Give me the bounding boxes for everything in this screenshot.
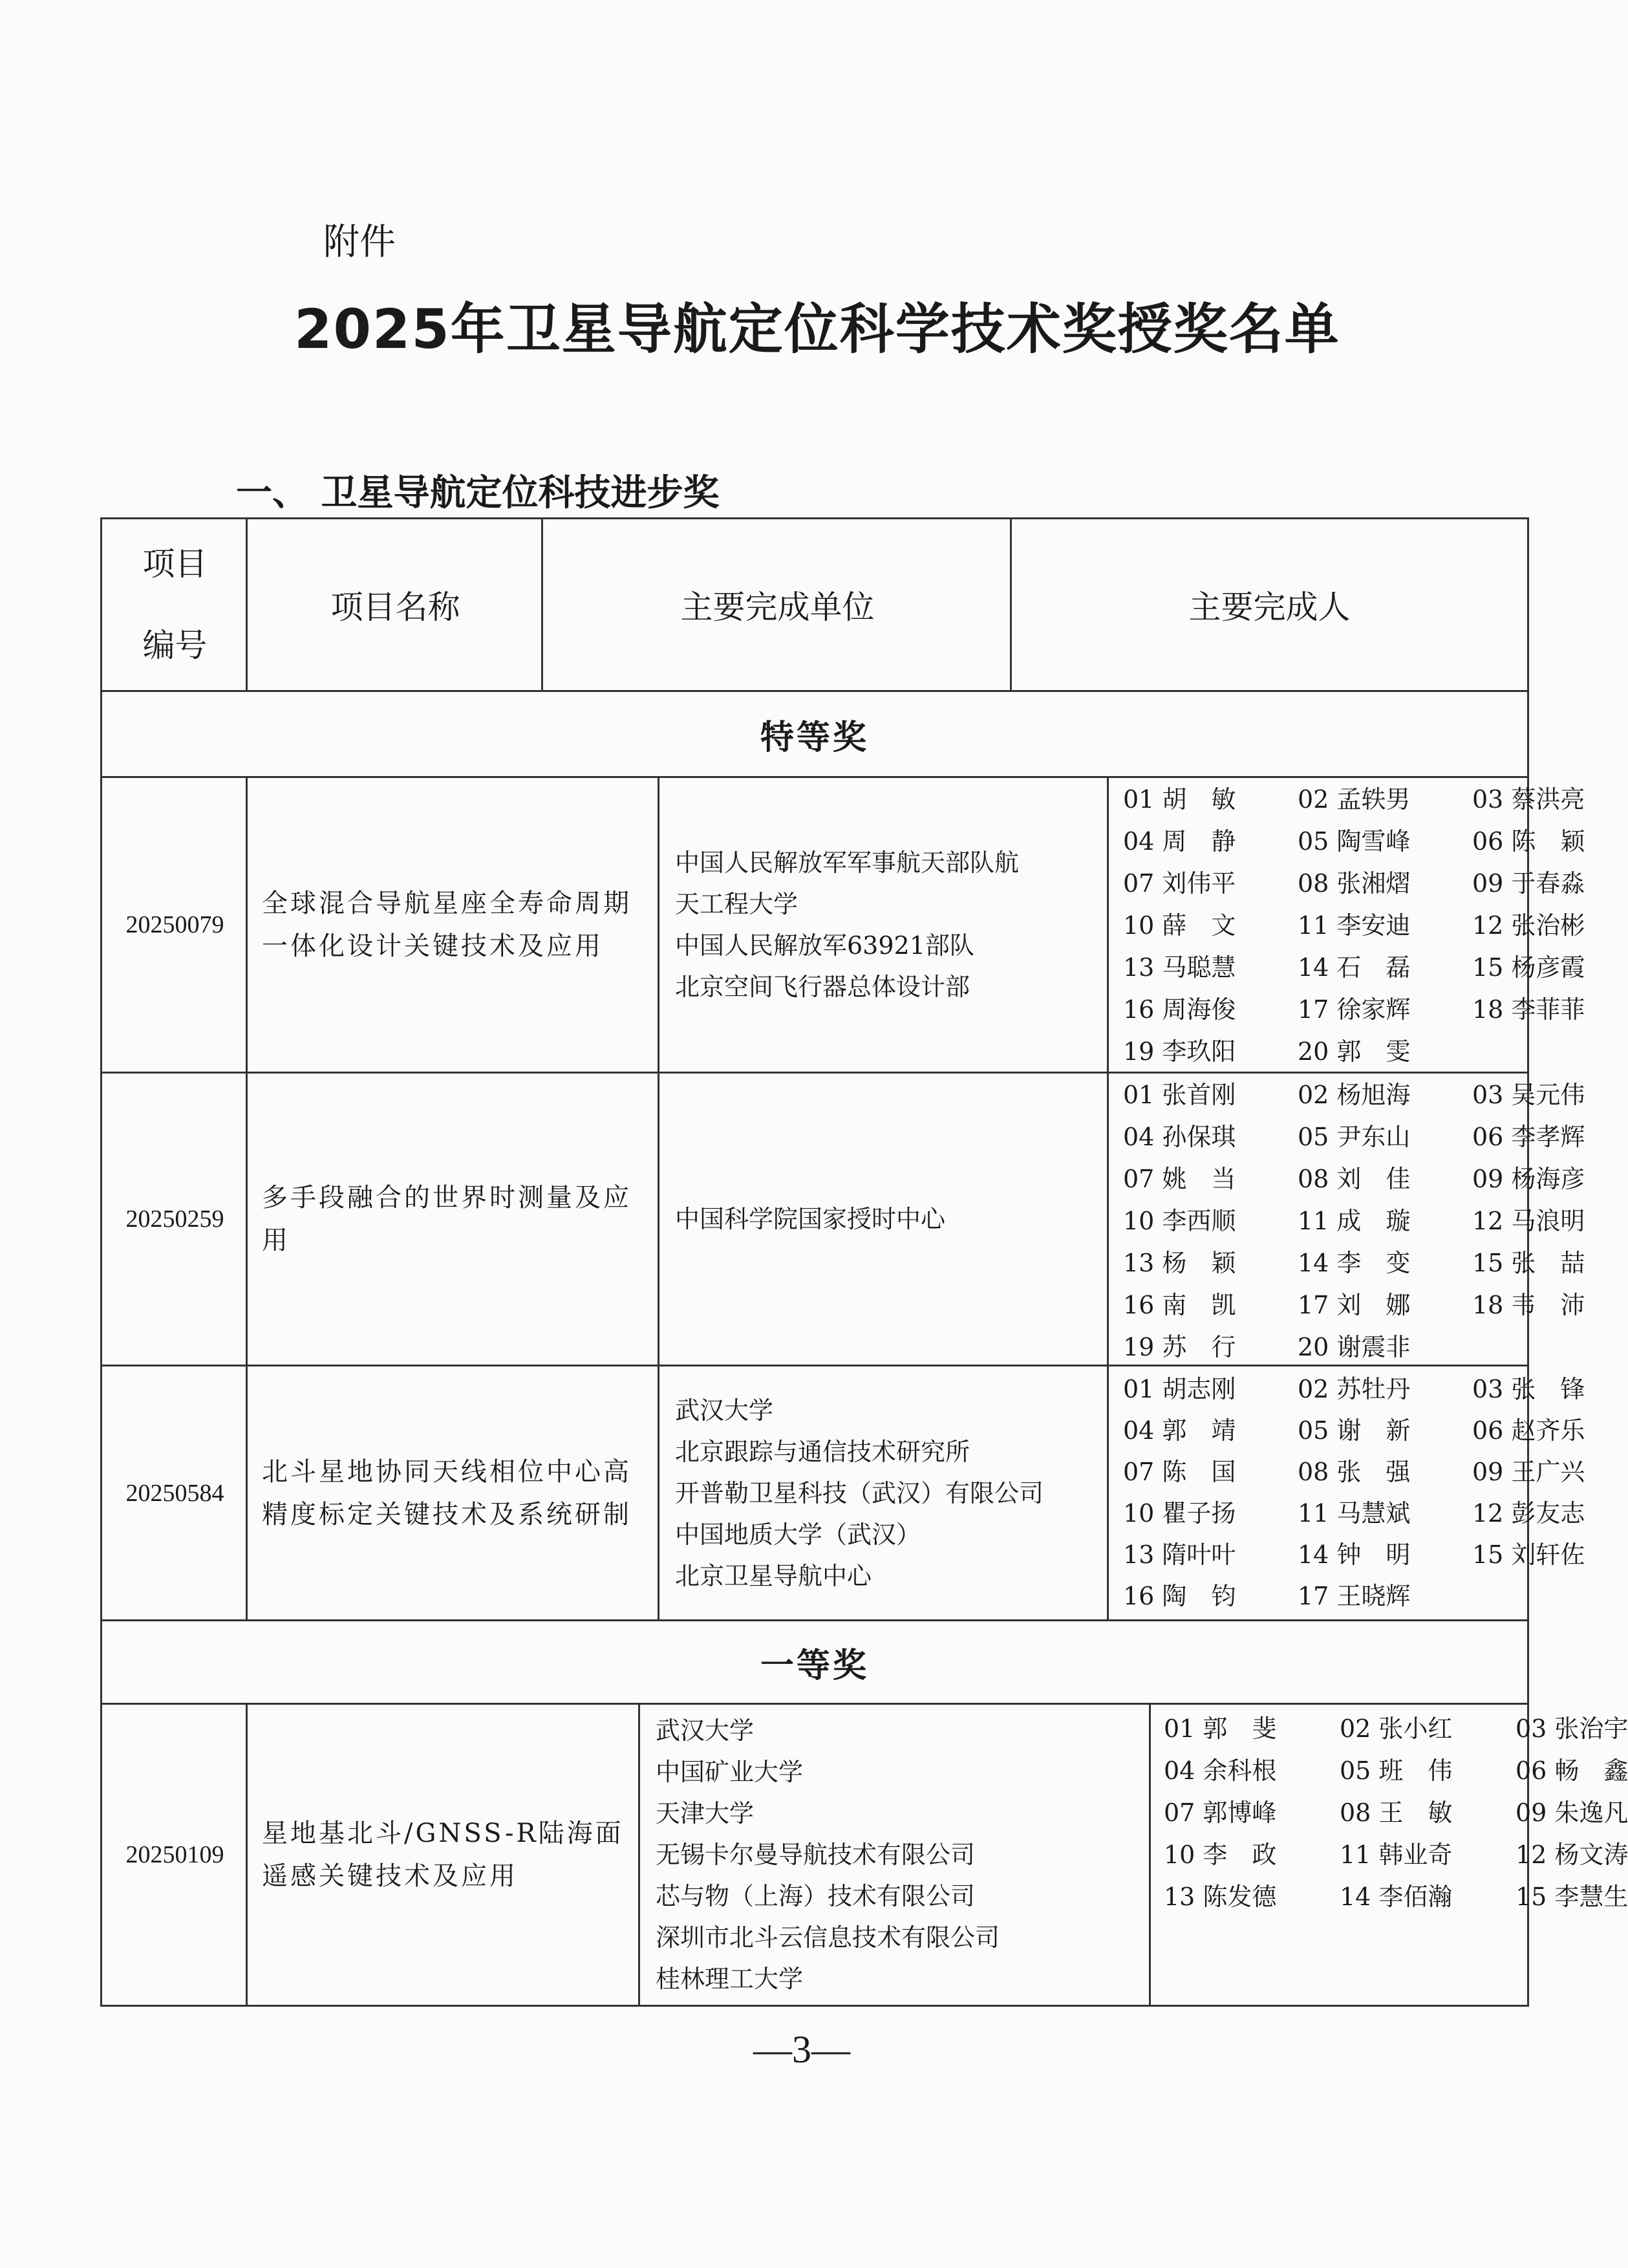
person-name: 16 周海俊 xyxy=(1123,995,1236,1024)
person-name: 02 张小红 xyxy=(1340,1714,1453,1743)
header-people: 主要完成人 xyxy=(1010,519,1527,690)
person-name: 14 钟 明 xyxy=(1298,1540,1411,1569)
header-code-line2: 编号 xyxy=(142,627,208,664)
person-name: 11 成 璇 xyxy=(1298,1207,1411,1235)
person-name: 08 张湘熠 xyxy=(1298,869,1411,898)
unit-list xyxy=(675,1390,1044,1597)
person-name: 15 杨彦霞 xyxy=(1472,953,1585,982)
person-name: 10 李 政 xyxy=(1164,1841,1277,1869)
person-name: 13 马聪慧 xyxy=(1123,953,1236,982)
person-name: 09 王广兴 xyxy=(1472,1458,1585,1486)
person-name: 01 胡 敏 xyxy=(1123,785,1236,814)
person-name: 12 马浪明 xyxy=(1472,1207,1585,1235)
person-name: 09 杨海彦 xyxy=(1472,1165,1585,1193)
person-name: 01 胡志刚 xyxy=(1123,1375,1236,1403)
person-name: 10 薛 文 xyxy=(1123,911,1236,940)
table-row xyxy=(100,776,1585,1074)
section-heading: 一、 卫星导航定位科技进步奖 xyxy=(236,472,720,514)
person-name: 02 孟轶男 xyxy=(1298,785,1411,814)
header-units: 主要完成单位 xyxy=(541,519,1012,690)
unit-name: 中国人民解放军军事航天部队航 xyxy=(675,848,1020,877)
person-name: 07 陈 国 xyxy=(1123,1458,1236,1486)
project-code: 20250079 xyxy=(125,911,224,938)
unit-name: 天津大学 xyxy=(656,1799,755,1828)
table-row xyxy=(100,1072,1585,1366)
person-name: 18 韦 沛 xyxy=(1472,1291,1585,1319)
unit-name: 武汉大学 xyxy=(656,1716,755,1745)
person-name: 13 杨 颖 xyxy=(1123,1249,1236,1277)
unit-list xyxy=(675,1198,945,1240)
person-name: 09 朱逸凡 xyxy=(1516,1798,1628,1827)
project-people-cell xyxy=(1107,1074,1585,1365)
award-row-special xyxy=(100,690,1529,778)
unit-name: 中国人民解放军63921部队 xyxy=(675,931,974,960)
project-name: 星地基北斗/GNSS-R陆海面遥感关键技术及应用 xyxy=(262,1819,624,1891)
project-units-cell xyxy=(658,778,1109,1072)
person-name: 12 杨文涛 xyxy=(1516,1841,1628,1869)
person-name: 08 张 强 xyxy=(1298,1458,1411,1486)
person-name: 04 周 静 xyxy=(1123,827,1236,856)
header-code xyxy=(102,519,248,690)
person-name: 05 谢 新 xyxy=(1298,1416,1411,1445)
person-name: 01 张首刚 xyxy=(1123,1081,1236,1109)
unit-name: 深圳市北斗云信息技术有限公司 xyxy=(656,1923,1000,1952)
unit-name: 桂林理工大学 xyxy=(656,1965,804,1993)
unit-name: 北京空间飞行器总体设计部 xyxy=(675,973,970,1001)
person-name: 03 张 锋 xyxy=(1472,1375,1585,1403)
attachment-label: 附件 xyxy=(323,221,396,263)
person-name: 03 蔡洪亮 xyxy=(1472,785,1585,814)
person-name: 02 苏牡丹 xyxy=(1298,1375,1411,1403)
person-name: 17 王晓辉 xyxy=(1298,1582,1411,1610)
person-name: 04 孙保琪 xyxy=(1123,1123,1236,1151)
person-name: 13 陈发德 xyxy=(1164,1883,1277,1911)
table-header-row xyxy=(100,517,1529,692)
person-name: 14 李佰瀚 xyxy=(1340,1883,1453,1911)
project-name-cell xyxy=(246,1074,659,1365)
project-name: 全球混合导航星座全寿命周期一体化设计关键技术及应用 xyxy=(262,889,632,961)
person-name: 06 李孝辉 xyxy=(1472,1123,1585,1151)
table-row xyxy=(100,1365,1585,1621)
person-name: 14 李 变 xyxy=(1298,1249,1411,1277)
award-label: 特等奖 xyxy=(760,718,869,757)
unit-name: 北京跟踪与通信技术研究所 xyxy=(675,1437,970,1466)
unit-name: 无锡卡尔曼导航技术有限公司 xyxy=(656,1841,976,1869)
person-name: 05 陶雪峰 xyxy=(1298,827,1411,856)
project-name: 多手段融合的世界时测量及应用 xyxy=(262,1183,632,1255)
project-code: 20250584 xyxy=(125,1479,224,1507)
person-name: 08 刘 佳 xyxy=(1298,1165,1411,1193)
header-code-line1: 项目 xyxy=(142,545,208,583)
person-name: 04 郭 靖 xyxy=(1123,1416,1236,1445)
person-name: 19 苏 行 xyxy=(1123,1333,1236,1361)
person-name: 10 瞿子扬 xyxy=(1123,1499,1236,1528)
unit-name: 芯与物（上海）技术有限公司 xyxy=(656,1882,976,1910)
person-name: 04 余科根 xyxy=(1164,1756,1277,1785)
person-name: 05 尹东山 xyxy=(1298,1123,1411,1151)
page-number: —3— xyxy=(753,2028,850,2071)
person-name: 11 李安迪 xyxy=(1298,911,1411,940)
document-title: 2025年卫星导航定位科学技术奖授奖名单 xyxy=(294,297,1340,361)
person-name: 07 姚 当 xyxy=(1123,1165,1236,1193)
unit-name: 武汉大学 xyxy=(675,1396,774,1425)
project-units-cell xyxy=(658,1366,1109,1619)
person-name: 07 郭博峰 xyxy=(1164,1798,1277,1827)
project-name: 北斗星地协同天线相位中心高精度标定关键技术及系统研制 xyxy=(262,1456,632,1529)
person-name: 09 于春淼 xyxy=(1472,869,1585,898)
person-name: 11 韩业奇 xyxy=(1340,1841,1453,1869)
project-name-cell xyxy=(246,1366,659,1619)
unit-name: 中国矿业大学 xyxy=(656,1758,804,1786)
project-units-cell xyxy=(638,1705,1151,2005)
project-people-cell xyxy=(1107,778,1585,1072)
person-name: 15 李慧生 xyxy=(1516,1883,1628,1911)
unit-name: 北京卫星导航中心 xyxy=(675,1561,872,1590)
person-name: 06 陈 颖 xyxy=(1472,827,1585,856)
person-name: 20 郭 雯 xyxy=(1298,1037,1411,1066)
person-name: 17 刘 娜 xyxy=(1298,1291,1411,1319)
header-name: 项目名称 xyxy=(246,519,543,690)
unit-name: 中国科学院国家授时中心 xyxy=(675,1205,946,1233)
project-code: 20250259 xyxy=(125,1205,224,1233)
unit-name: 中国地质大学（武汉） xyxy=(675,1520,921,1549)
person-name: 03 吴元伟 xyxy=(1472,1081,1585,1109)
person-name: 15 刘轩佐 xyxy=(1472,1540,1585,1569)
project-name-cell xyxy=(246,778,659,1072)
person-name: 12 张治彬 xyxy=(1472,911,1585,940)
person-name: 06 畅 鑫 xyxy=(1516,1756,1628,1785)
project-code: 20250109 xyxy=(125,1841,224,1868)
person-name: 08 王 敏 xyxy=(1340,1798,1453,1827)
person-name: 14 石 磊 xyxy=(1298,953,1411,982)
person-name: 06 赵齐乐 xyxy=(1472,1416,1585,1445)
person-name: 02 杨旭海 xyxy=(1298,1081,1411,1109)
person-name: 16 陶 钧 xyxy=(1123,1582,1236,1610)
person-name: 12 彭友志 xyxy=(1472,1499,1585,1528)
person-name: 05 班 伟 xyxy=(1340,1756,1453,1785)
unit-name: 天工程大学 xyxy=(675,890,798,918)
person-name: 15 张 喆 xyxy=(1472,1249,1585,1277)
person-name: 01 郭 斐 xyxy=(1164,1714,1277,1743)
award-label: 一等奖 xyxy=(760,1646,869,1685)
person-name: 20 谢震非 xyxy=(1298,1333,1411,1361)
unit-list xyxy=(675,842,1019,1008)
person-name: 19 李玖阳 xyxy=(1123,1037,1236,1066)
award-row-first xyxy=(100,1619,1529,1705)
person-name: 10 李西顺 xyxy=(1123,1207,1236,1235)
person-name: 11 马慧斌 xyxy=(1298,1499,1411,1528)
project-people-cell xyxy=(1149,1705,1628,2005)
project-name-cell xyxy=(246,1705,640,2005)
unit-name: 开普勒卫星科技（武汉）有限公司 xyxy=(675,1478,1044,1507)
project-units-cell xyxy=(658,1074,1109,1365)
project-people-cell xyxy=(1107,1366,1585,1619)
person-name: 18 李菲菲 xyxy=(1472,995,1585,1024)
person-name: 16 南 凯 xyxy=(1123,1291,1236,1319)
unit-list xyxy=(656,1710,1000,2000)
person-name: 17 徐家辉 xyxy=(1298,995,1411,1024)
person-name: 03 张治宇 xyxy=(1516,1714,1628,1743)
table-row xyxy=(100,1703,1628,2007)
person-name: 13 隋叶叶 xyxy=(1123,1540,1236,1569)
person-name: 07 刘伟平 xyxy=(1123,869,1236,898)
